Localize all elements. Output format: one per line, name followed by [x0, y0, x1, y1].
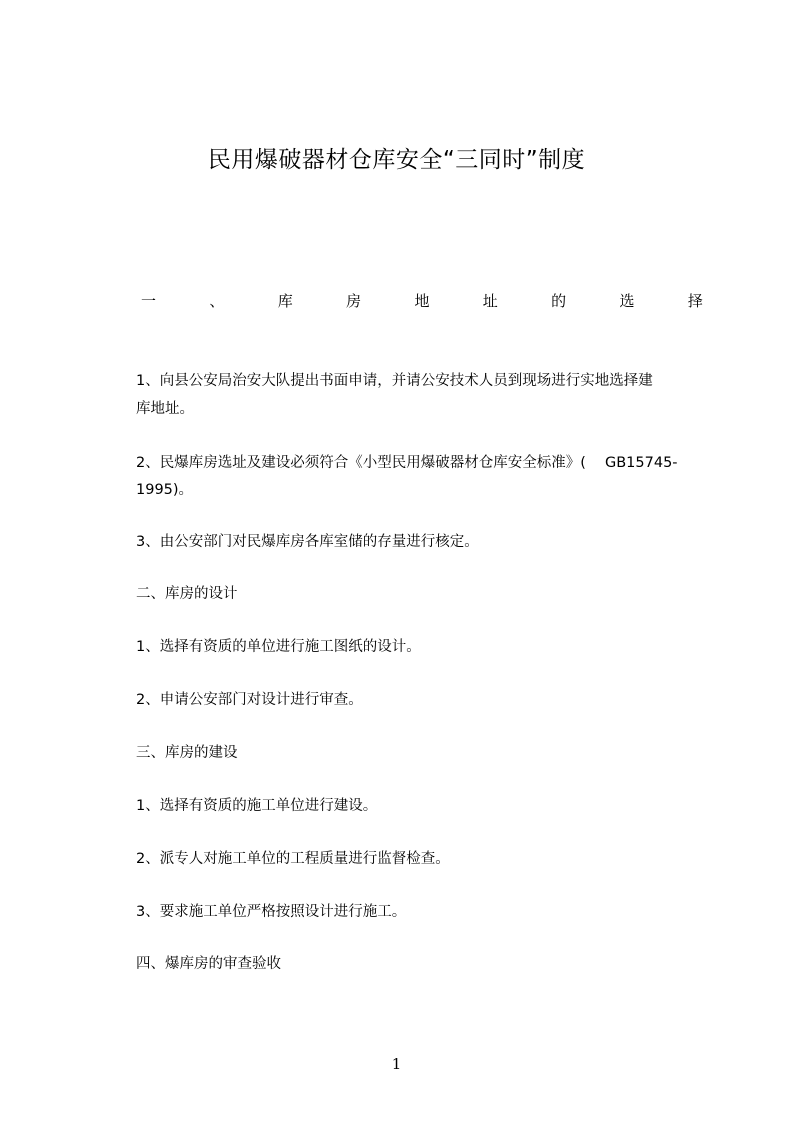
- section-heading-construction: 三、库房的建设: [136, 745, 238, 761]
- heading-char: 址: [482, 292, 498, 310]
- paragraph-s3-item2: 2、派专人对施工单位的工程质量进行监督检查。: [136, 851, 450, 867]
- heading-char: 地: [414, 292, 430, 310]
- paragraph-s1-item1-line2: 库地址。: [136, 401, 194, 417]
- section-heading-acceptance: 四、爆库房的审查验收: [136, 956, 281, 972]
- heading-char: 房: [346, 292, 362, 310]
- heading-char: 库: [277, 292, 293, 310]
- paragraph-s1-item1-line1: 1、向县公安局治安大队提出书面申请，并请公安技术人员到现场进行实地选择建: [136, 373, 653, 389]
- paragraph-s2-item1: 1、选择有资质的单位进行施工图纸的设计。: [136, 639, 421, 655]
- heading-char: 、: [209, 292, 225, 310]
- paragraph-s1-item3: 3、由公安部门对民爆库房各库室储的存量进行核定。: [136, 534, 479, 550]
- heading-char: 一: [141, 292, 157, 310]
- paragraph-s3-item3: 3、要求施工单位严格按照设计进行施工。: [136, 904, 407, 920]
- section-heading-site-selection: [141, 290, 703, 312]
- paragraph-s1-item2-line1: 2、民爆库房选址及建设必须符合《小型民用爆破器材仓库安全标准》( GB15745-: [136, 455, 678, 471]
- heading-char: 选: [619, 292, 635, 310]
- paragraph-s3-item1: 1、选择有资质的施工单位进行建设。: [136, 798, 378, 814]
- heading-char: 择: [687, 292, 703, 310]
- heading-char: 的: [551, 292, 567, 310]
- document-title: 民用爆破器材仓库安全“三同时”制度: [207, 147, 586, 173]
- page-number: 1: [391, 1055, 402, 1073]
- section-heading-design: 二、库房的设计: [136, 586, 238, 602]
- paragraph-s1-item2-line2: 1995)。: [136, 482, 194, 498]
- paragraph-s2-item2: 2、申请公安部门对设计进行审查。: [136, 692, 363, 708]
